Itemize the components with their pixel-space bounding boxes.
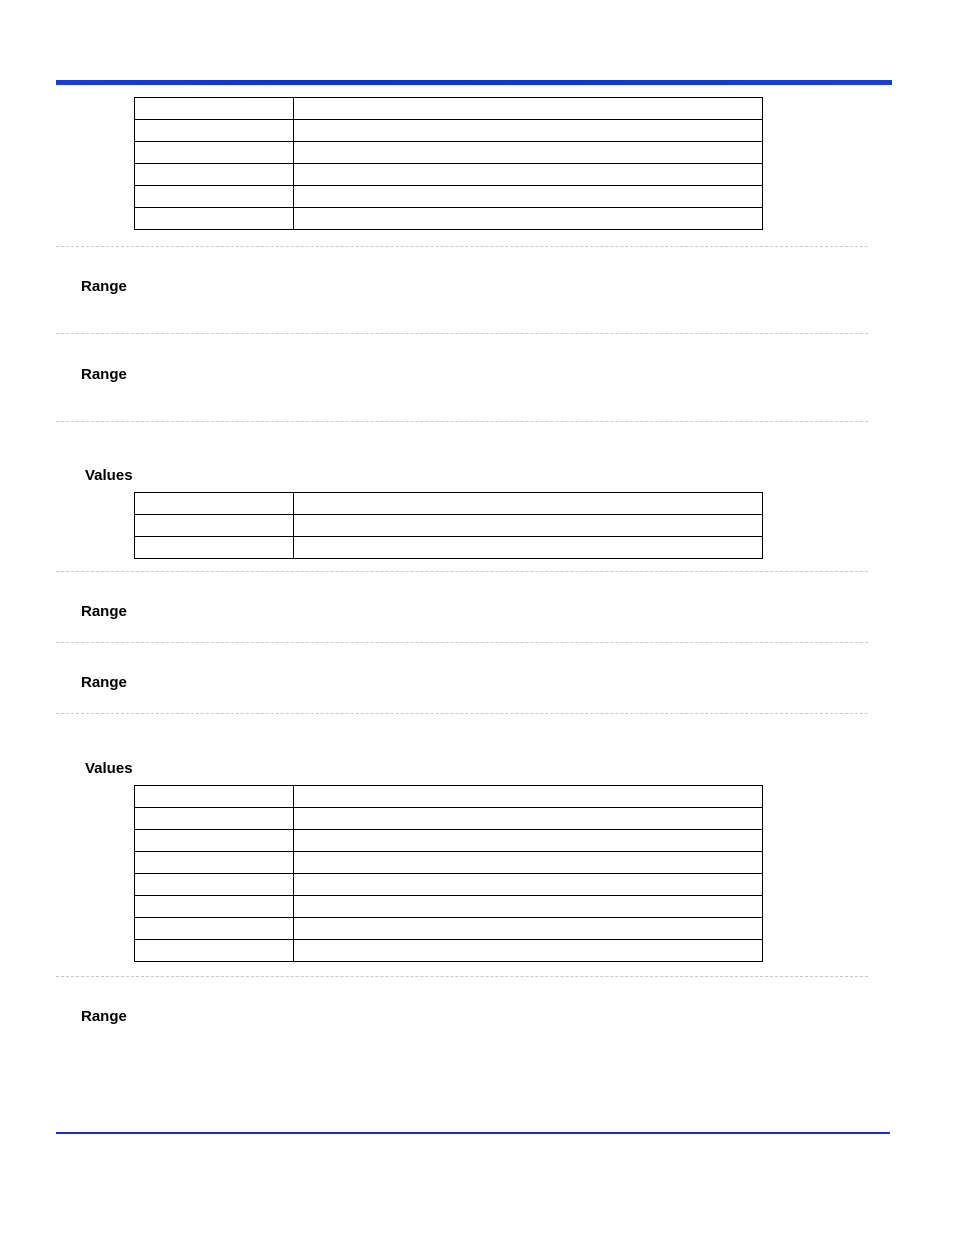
section-divider	[56, 421, 868, 422]
table-row	[135, 164, 763, 186]
values-label: Values	[85, 467, 133, 484]
table-row	[135, 98, 763, 120]
table-row	[135, 515, 763, 537]
table-cell-value	[294, 896, 763, 918]
table-cell-key	[135, 808, 294, 830]
table-row	[135, 830, 763, 852]
table-2	[134, 492, 763, 559]
table-row	[135, 786, 763, 808]
table-row	[135, 142, 763, 164]
section-divider	[56, 571, 868, 572]
table-1	[134, 97, 763, 230]
section-divider	[56, 246, 868, 247]
table-cell-value	[294, 208, 763, 230]
table-cell-key	[135, 142, 294, 164]
range-label: Range	[81, 366, 127, 383]
table-cell-key	[135, 940, 294, 962]
table-row	[135, 874, 763, 896]
table-cell-value	[294, 852, 763, 874]
table-cell-value	[294, 186, 763, 208]
table-row	[135, 808, 763, 830]
table-cell-key	[135, 493, 294, 515]
table-cell-key	[135, 786, 294, 808]
table-cell-key	[135, 918, 294, 940]
table-cell-key	[135, 537, 294, 559]
table-cell-key	[135, 98, 294, 120]
table-row	[135, 537, 763, 559]
table-3	[134, 785, 763, 962]
range-label: Range	[81, 1008, 127, 1025]
table-cell-key	[135, 515, 294, 537]
table-row	[135, 186, 763, 208]
range-label: Range	[81, 278, 127, 295]
section-divider	[56, 713, 868, 714]
table-cell-value	[294, 786, 763, 808]
table-row	[135, 940, 763, 962]
table-cell-value	[294, 120, 763, 142]
table-cell-value	[294, 808, 763, 830]
table-cell-value	[294, 940, 763, 962]
values-label: Values	[85, 760, 133, 777]
table-cell-key	[135, 830, 294, 852]
table-cell-value	[294, 142, 763, 164]
table-row	[135, 208, 763, 230]
table-cell-key	[135, 120, 294, 142]
table-row	[135, 120, 763, 142]
table-cell-value	[294, 830, 763, 852]
table-cell-value	[294, 874, 763, 896]
header-rule	[56, 80, 892, 85]
table-cell-key	[135, 874, 294, 896]
table-cell-value	[294, 164, 763, 186]
section-divider	[56, 333, 868, 334]
table-cell-key	[135, 186, 294, 208]
table-row	[135, 896, 763, 918]
table-row	[135, 493, 763, 515]
table-cell-key	[135, 164, 294, 186]
footer-rule	[56, 1132, 890, 1134]
table-cell-value	[294, 918, 763, 940]
table-row	[135, 852, 763, 874]
range-label: Range	[81, 674, 127, 691]
table-row	[135, 918, 763, 940]
table-cell-key	[135, 896, 294, 918]
table-cell-value	[294, 98, 763, 120]
section-divider	[56, 642, 868, 643]
range-label: Range	[81, 603, 127, 620]
table-cell-key	[135, 852, 294, 874]
table-cell-value	[294, 537, 763, 559]
section-divider	[56, 976, 868, 977]
table-cell-key	[135, 208, 294, 230]
table-cell-value	[294, 515, 763, 537]
table-cell-value	[294, 493, 763, 515]
